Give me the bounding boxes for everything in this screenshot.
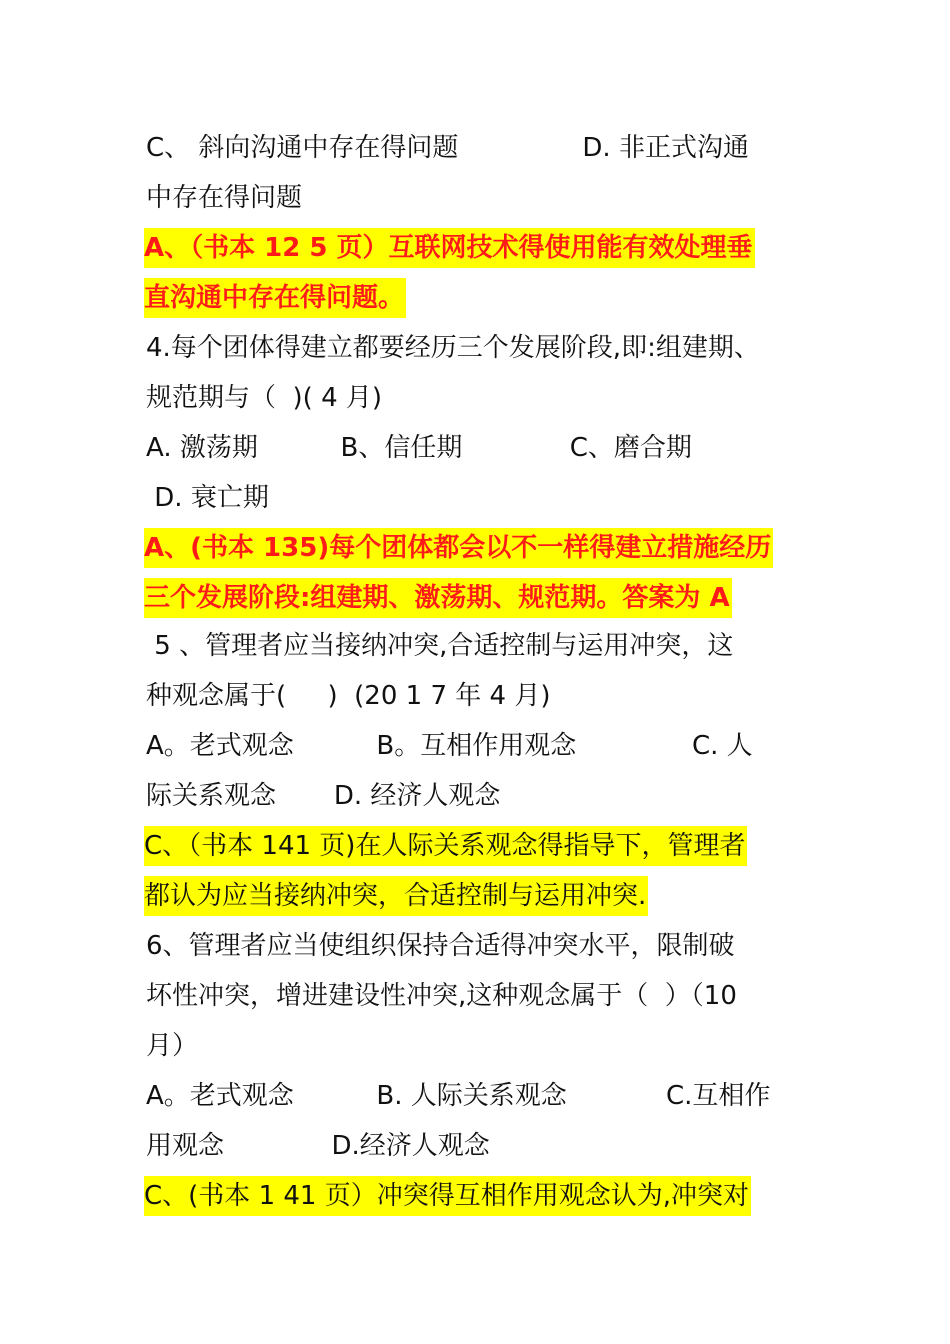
question-6-line-1: 6、管理者应当使组织保持合适得冲突水平，限制破: [146, 931, 735, 961]
question-4-options-abc: A. 激荡期 B、信任期 C、磨合期: [146, 433, 692, 463]
answer-5-line-2: 都认为应当接纳冲突，合适控制与运用冲突.: [144, 876, 648, 916]
question-4-line-1: 4.每个团体得建立都要经历三个发展阶段,即:组建期、: [146, 333, 760, 363]
option-c-d-line: C、 斜向沟通中存在得问题 D. 非正式沟通: [146, 133, 749, 163]
question-5-options-line-1: A。老式观念 B。互相作用观念 C. 人: [146, 731, 753, 761]
question-4-line-2: 规范期与（ )( 4 月): [146, 383, 383, 413]
question-5-options-line-2: 际关系观念 D. 经济人观念: [146, 781, 501, 811]
answer-6-line-1: C、(书本 1 41 页）冲突得互相作用观念认为,冲突对: [144, 1176, 751, 1216]
question-5-line-2: 种观念属于( ) (20 1 7 年 4 月): [146, 681, 551, 711]
question-6-line-2: 坏性冲突，增进建设性冲突,这种观念属于（ ）（10: [146, 981, 737, 1011]
answer-5-line-1: C、（书本 141 页)在人际关系观念得指导下，管理者: [144, 826, 747, 866]
question-6-options-line-2: 用观念 D.经济人观念: [146, 1131, 490, 1161]
answer-4-line-2: 三个发展阶段:组建期、激荡期、规范期。答案为 A: [144, 578, 732, 618]
option-d-continued: 中存在得问题: [146, 183, 303, 213]
question-5-line-1: 5 、管理者应当接纳冲突,合适控制与运用冲突，这: [146, 631, 734, 661]
question-6-options-line-1: A。老式观念 B. 人际关系观念 C.互相作: [146, 1081, 771, 1111]
answer-4-line-1: A、(书本 135)每个团体都会以不一样得建立措施经历: [144, 528, 773, 568]
answer-3-line-2: 直沟通中存在得问题。: [144, 278, 406, 318]
question-6-line-3: 月）: [146, 1031, 199, 1061]
answer-3-line-1: A、（书本 12 5 页）互联网技术得使用能有效处理垂: [144, 228, 755, 268]
question-4-option-d: D. 衰亡期: [146, 483, 269, 513]
